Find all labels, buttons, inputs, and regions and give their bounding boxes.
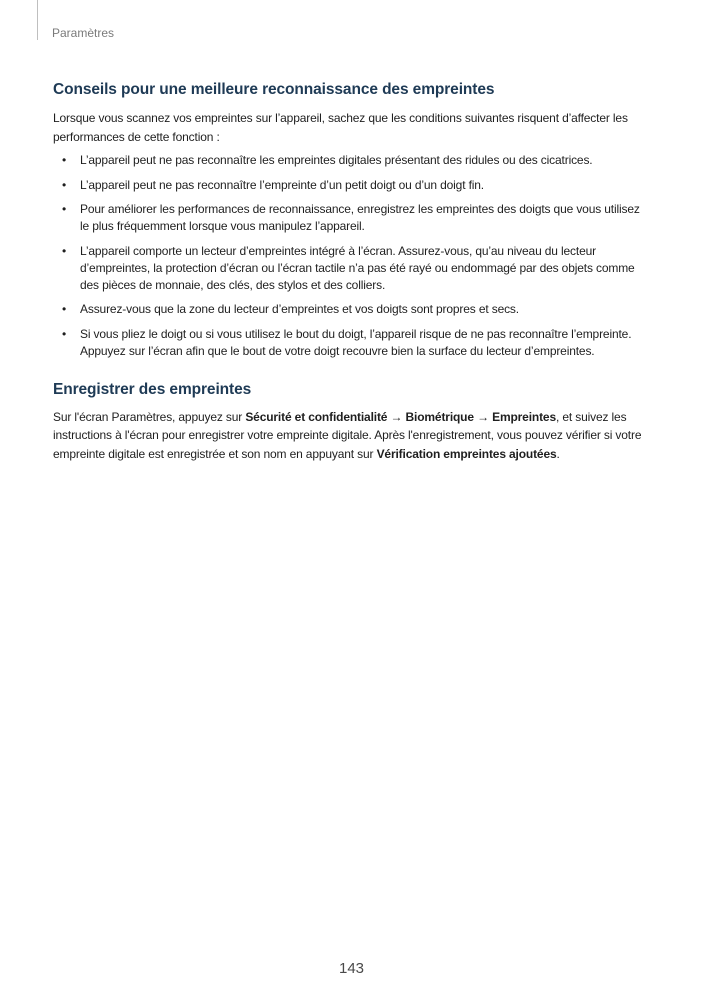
bullet-icon: •	[62, 243, 67, 258]
arrow-icon: →	[473, 409, 493, 424]
bullet-icon: •	[62, 202, 67, 216]
tips-intro: Lorsque vous scannez vos empreintes sur l’appareil, sachez que les conditions suivantes risquent d’affecter les performances de cette fonction :	[53, 111, 628, 144]
bullet-icon: •	[62, 326, 67, 341]
list-item: • L’appareil comporte un lecteur d’empreintes intégré à l’écran. Assurez-vous, qu’au niveau du lecteur d’empreintes, la protection d’écran ou l’écran tactile n’a pas été rayé ou endommagé par des objets comme des pièces de monnaie, des clés, des stylos et des colliers.	[62, 243, 635, 292]
header-divider	[37, 0, 38, 40]
section-title-register: Enregistrer des empreintes	[53, 380, 252, 398]
page-content	[53, 81, 651, 463]
list-item: • L’appareil peut ne pas reconnaître l’empreinte d’un petit doigt ou d’un doigt fin.	[62, 177, 484, 192]
list-item: • Pour améliorer les performances de reconnaissance, enregistrez les empreintes des doigts que vous utilisez le plus fréquemment lorsque vous manipulez l’appareil.	[62, 202, 640, 233]
list-item: • Si vous pliez le doigt ou si vous utilisez le bout du doigt, l’appareil risque de ne pas reconnaître l’empreinte. Appuyez sur l’écran afin que le bout de votre doigt recouvre bien la surface du lecteur d’empreintes.	[62, 326, 632, 358]
list-item: • Assurez-vous que la zone du lecteur d’empreintes et vos doigts sont propres et secs.	[62, 302, 519, 316]
running-header: Paramètres	[52, 26, 115, 40]
register-instructions: Sur l'écran Paramètres, appuyez sur Sécurité et confidentialité → Biométrique → Empreintes, et suivez les instructions à l'écran pour enregistrer votre empreinte digitale. Après l'enregistrement, vous pouvez vérifier si votre empreinte digitale est enregistrée et son nom en appuyant sur Vérification empreintes ajoutées.	[53, 409, 642, 461]
bullet-icon: •	[62, 302, 67, 316]
list-item: • L’appareil peut ne pas reconnaître les empreintes digitales présentant des ridules ou des cicatrices.	[62, 153, 593, 167]
tips-list	[53, 152, 651, 360]
page-number: 143	[338, 960, 365, 977]
bullet-icon: •	[62, 177, 67, 192]
menu-path-biometrics: Biométrique	[405, 409, 474, 424]
section-title-tips: Conseils pour une meilleure reconnaissance des empreintes	[53, 81, 495, 98]
menu-path-check-fingerprints: Vérification empreintes ajoutées	[376, 446, 557, 461]
arrow-icon: →	[387, 409, 406, 424]
bullet-icon: •	[62, 153, 67, 167]
menu-path-fingerprints: Empreintes	[492, 409, 556, 424]
menu-path-security: Sécurité et confidentialité	[245, 409, 388, 424]
